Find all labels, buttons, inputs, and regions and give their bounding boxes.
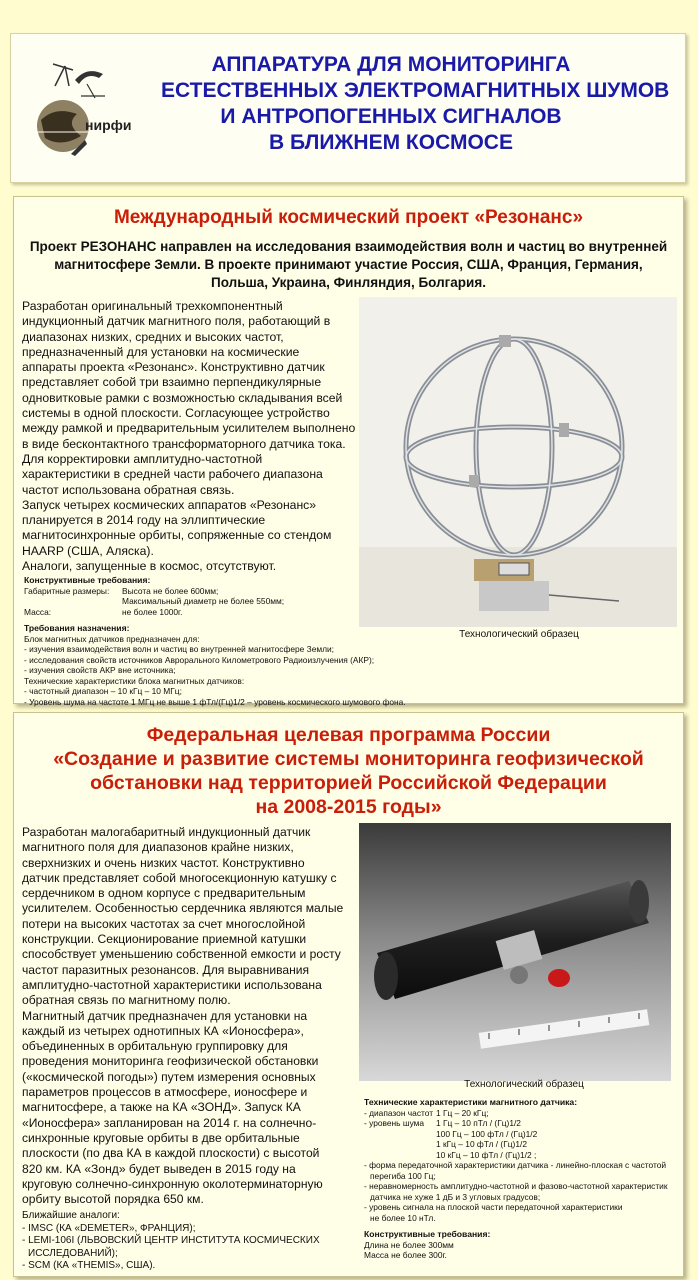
nirfi-logo	[25, 56, 132, 166]
header-banner	[10, 33, 686, 183]
body-line: усилителем. Особенностью сердечника являются малые	[22, 901, 344, 916]
body-line: магнитосфере, а также на КА «ЗОНД». Запуск КА	[22, 1100, 301, 1115]
purpose-line: Блок магнитных датчиков предназначен для:	[24, 633, 200, 644]
body-line: представляет собой три взаимно перпендикулярные	[22, 375, 322, 390]
purpose-line: - исследования свойств источников Аврорального Километрового Радиоизлучения (АКР);	[24, 654, 375, 665]
purpose-line: - Уровень шума на частоте 1 МГц не выше 1 фТл/(Гц)1/2 – уровень космического шумового фона.	[24, 696, 406, 707]
purpose-line: - изучения взаимодействия волн и частиц во внутренней магнитосфере Земли;	[24, 644, 335, 654]
tech-row: 10 кГц – 10 фТл / (Гц)1/2 ;	[436, 1149, 537, 1160]
body-line: каждый из четырех однотипных КА «Ионосфера»,	[22, 1023, 304, 1038]
body-line: магнитосинхронные орбиты, сопряженные со стендом	[22, 528, 332, 543]
tech-row: 100 Гц – 100 фТл / (Гц)1/2	[436, 1128, 538, 1139]
title-line: ЕСТЕСТВЕННЫХ ЭЛЕКТРОМАГНИТНЫХ ШУМОВ	[161, 79, 670, 102]
body-line: характеристики в средней части рабочего диапазона	[22, 467, 323, 482]
body-line: сердечником в одном корпусе с предварительным	[22, 886, 306, 901]
purpose-title: Требования назначения:	[24, 623, 130, 633]
body-line: амплитудно-частотной характеристики использована	[22, 977, 322, 992]
constructive-requirements	[24, 575, 364, 617]
section-body	[22, 299, 362, 574]
title-line: АППАРАТУРА ДЛЯ МОНИТОРИНГА	[211, 53, 571, 76]
tech-line: - уровень сигнала на плоской части передаточной характеристики	[364, 1202, 623, 1212]
body-line: круговую солнечно-синхронную околотерминаторную	[22, 1176, 323, 1191]
body-line: аппараты проекта «Резонанс». Конструктивно датчик	[22, 360, 325, 375]
body-line: Разработан малогабаритный индукционный датчик	[22, 825, 311, 839]
body-line: («космической погоды») путем измерения основных	[22, 1069, 316, 1084]
body-line: датчик представляет собой многосекционную катушку с	[22, 870, 337, 885]
purpose-line: - изучения свойств АКР вне источника;	[24, 665, 176, 675]
analogs-line: Ближайшие аналоги:	[22, 1210, 120, 1221]
tech-line: перегиба 100 Гц;	[370, 1170, 436, 1181]
req-row: Масса: не более 1000г.	[24, 606, 183, 617]
tech-row: - уровень шума 1 Гц – 10 пТл / (Гц)1/2	[364, 1118, 521, 1128]
purpose-line: - частотный диапазон – 10 кГц – 10 МГц;	[24, 686, 182, 696]
body-line: Магнитный датчик предназначен для установки на	[22, 1008, 308, 1023]
tech-line: - неравномерность амплитудно-частотной и фазово-частотной характеристик	[364, 1181, 668, 1191]
title-line: В БЛИЖНЕМ КОСМОСЕ	[269, 131, 513, 154]
tech-line: - форма передаточной характеристики датчика - линейно-плоская с частотой	[364, 1160, 667, 1170]
title-line: Федеральная целевая программа России	[146, 724, 551, 746]
body-line: «Ионосфера» запланирован на 2014 г. на солнечно-	[22, 1115, 317, 1130]
tech-row: - диапазон частот 1 Гц – 20 кГц;	[364, 1107, 489, 1118]
purpose-requirements	[24, 623, 444, 707]
resonance-panel	[13, 196, 684, 707]
body-line: магнитного поля для диапазонов крайне низких,	[22, 840, 294, 855]
body-line: потери на высоких частотах за счет многослойной	[22, 916, 306, 931]
body-line: индукционный датчик магнитного поля, работающий в	[22, 314, 331, 329]
body-line: частот паразитных резонансов. Для выравнивания	[22, 962, 310, 977]
analogs-list	[22, 1210, 362, 1273]
constructive-line: Длина не более 300мм	[364, 1239, 454, 1250]
body-line: частот использована обратная связь.	[22, 482, 235, 497]
body-line: между рамкой и предварительным усилителем выполнено	[22, 421, 356, 436]
req-row: Максимальный диаметр не более 550мм;	[122, 596, 285, 606]
tech-row: 1 кГц – 10 фТл / (Гц)1/2	[436, 1139, 527, 1149]
section-title	[14, 723, 683, 819]
analogs-line: - LEMI-106I (ЛЬВОВСКИЙ ЦЕНТР ИНСТИТУТА КОСМИЧЕСКИХ	[22, 1235, 320, 1247]
body-line: планируется в 2014 году на эллиптические	[22, 513, 266, 528]
body-line: HAARP (США, Аляска).	[22, 543, 154, 558]
body-line: диапазонах низких, средних и высоких частот,	[22, 329, 284, 344]
body-line: в виде бесконтактного трансформаторного датчика тока.	[22, 436, 346, 451]
body-line: предназначенный для установки на космические	[22, 344, 300, 359]
tech-line: не более 10 нТл.	[370, 1212, 436, 1223]
body-line: параметров процессов в атмосфере, ионосфере и	[22, 1085, 308, 1100]
tech-specs	[364, 1097, 682, 1261]
body-line: конструкции. Секционирование приемной катушки	[22, 932, 307, 947]
analogs-line: - SCM (КА «THEMIS», США).	[22, 1260, 156, 1272]
body-line: объединенных в орбитальную группировку для	[22, 1039, 288, 1054]
analogs-line: ИССЛЕДОВАНИЙ);	[28, 1247, 118, 1259]
body-line: синхронные круговые орбиты в две орбитальные	[22, 1130, 300, 1145]
body-line: Аналоги, запущенные в космос, отсутствуют.	[22, 559, 277, 574]
body-line: Запуск четырех космических аппаратов «Резонанс»	[22, 497, 317, 512]
constructive-line: Масса не более 300г.	[364, 1250, 447, 1260]
ring-sensor-photo	[359, 297, 677, 627]
body-line: плоскости (по два КА в каждой плоскости) с высотой	[22, 1146, 320, 1161]
body-line: Для корректировки амплитудно-частотной	[22, 451, 263, 466]
body-line: орбиту высотой порядка 650 км.	[22, 1192, 204, 1207]
body-line: 820 км. КА «Зонд» будет выведен в 2015 году на	[22, 1161, 296, 1176]
title-line: на 2008-2015 годы»	[255, 796, 442, 818]
body-line: способствует уменьшению собственной емкости и росту	[22, 947, 341, 962]
body-line: обратная связь по магнитному полю.	[22, 993, 231, 1008]
logo-text: нирфи	[85, 117, 132, 133]
body-line: одновитковые рамки с возможностью складывания всей	[22, 390, 343, 405]
federal-program-panel	[13, 712, 684, 1277]
title-line: И АНТРОПОГЕННЫХ СИГНАЛОВ	[220, 105, 562, 128]
photo-caption: Технологический образец	[464, 1079, 584, 1090]
tech-line: датчика не хуже 1 дБ и 3 угловых градусов;	[370, 1191, 541, 1202]
page-title	[161, 52, 670, 156]
constructive-title: Конструктивные требования:	[364, 1229, 491, 1239]
purpose-line: Технические характеристики блока магнитных датчиков:	[24, 675, 245, 686]
body-line: сверхнизких и очень низких частот. Конструктивно	[22, 855, 305, 870]
body-line: системы в одной плоскости. Согласующее устройство	[22, 406, 330, 421]
analogs-line: - IMSC (КА «DEMETER», ФРАНЦИЯ);	[22, 1222, 196, 1234]
tech-title: Технические характеристики магнитного датчика:	[364, 1097, 578, 1107]
constructive-title: Конструктивные требования:	[24, 575, 151, 585]
section-intro: Проект РЕЗОНАНС направлен на исследования взаимодействия волн и частиц во внутренней магнитосфере Земли. В проекте принимают участие Россия, США, Франция, Германия, Польша, Украина, Финляндия, Болгария.	[29, 239, 668, 290]
title-line: обстановки над территорией Российской Федерации	[90, 772, 607, 794]
section-title: Международный космический проект «Резонанс»	[113, 207, 584, 228]
section-body	[22, 825, 362, 1207]
body-line: Разработан оригинальный трехкомпонентный	[22, 299, 283, 313]
req-row: Габаритные размеры: Высота не более 600мм;	[24, 585, 219, 596]
photo-caption: Технологический образец	[459, 629, 579, 640]
rod-sensor-photo	[359, 823, 671, 1081]
title-line: «Создание и развитие системы мониторинга геофизической	[53, 748, 644, 770]
body-line: проведения мониторинга геофизической обстановки	[22, 1054, 319, 1069]
